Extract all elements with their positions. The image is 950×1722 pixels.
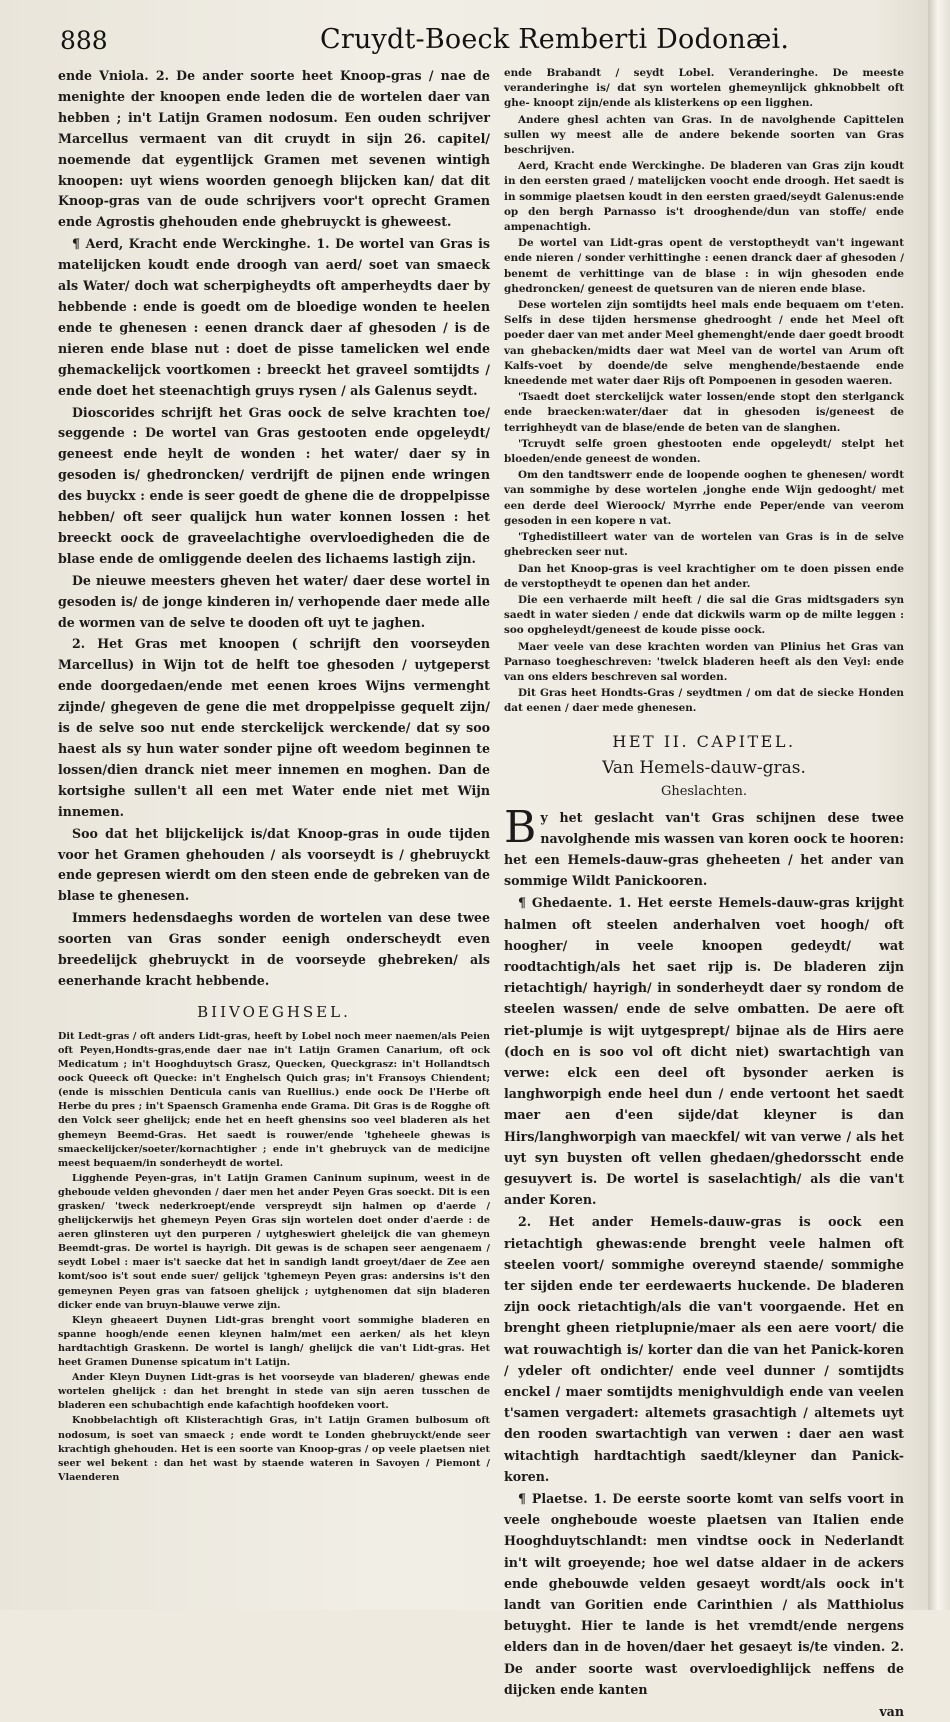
paragraph: 'Tcruydt selfe groen ghestooten ende opgeleydt/ stelpt het bloeden/ende geneest de wonden. — [504, 437, 904, 466]
paragraph: Maer veele van dese krachten worden van Plinius het Gras van Parnaso toegheschreven: 'twelck bladeren heeft als den Veyl: ende van ons elders beschreven sal worden. — [504, 640, 904, 683]
bijvoegsel-paragraph: Kleyn gheaeert Duynen Lidt-gras brenght voort sommighe bladeren en spanne hoogh/ende eenen kleynen halm/met een aerken/ als het kleyn hardtachtigh Graskenn. De wortel is langh/ ghelijck die van't Lidt-gras. Het heet Gramen Dunense spicatum in't Latijn. — [58, 1314, 490, 1369]
paragraph: Soo dat het blijckelijck is/dat Knoop-gras in oude tijden voor het Gramen ghehouden / als voorseydt is / ghebruyckt ende gepresen wierdt om den steen ende de gebreken van de blase te ghenesen. — [58, 825, 490, 904]
drop-cap: B — [504, 801, 537, 853]
paragraph: Dit Gras heet Hondts-Gras / seydtmen / om dat de siecke Honden dat eenen / daer mede ghenesen. — [504, 687, 904, 715]
paragraph: 2. Het Gras met knoopen ( schrijft den voorseyden Marcellus) in Wijn tot de helft toe ghesoden / uytgeperst ende doorgedaen/ende met eenen kroes Wijns vermenght zijnde/ ghegeven de gene die met droppelpisse gequelt zijn/ is de selve soo nut ende sterckelijck werckende/ dat sy soo haest als sy hun water sonder pijne oft weedom beginnen te lossen/dien dranck niet meer innemen en moghen. Dan de kortsighe sullen't all een met Water ende niet met Wijn innemen. — [58, 636, 490, 819]
paragraph: 'Tghedistilleert water van de wortelen van Gras is in de selve ghebrecken seer nut. — [504, 531, 904, 559]
chapter-intro-text: y het geslacht van't Gras schijnen dese twee navolghende mis wassen van koren oock te hooren: het een Hemels-dauw-gras gheheeten / het ander van sommige Wildt Panickooren. — [504, 809, 904, 889]
catchword: van — [879, 1704, 904, 1720]
paragraph: Dese wortelen zijn somtijdts heel mals ende bequaem om t'eten. Selfs in dese tijden hersmense ghedrooght / ende het Meel oft poeder daer van met ander Meel ghemenght/ende daer goedt broodt van ghebacken/midts daer wat Meel van de wortel van Arum oft Kalfs-voet by doende/de selve menghende/bestaende ende kneedende met water daer Rijs oft Pompoenen in gesoden waeren. — [504, 299, 904, 388]
bijvoegsel-paragraph: Dit Ledt-gras / oft anders Lidt-gras, heeft by Lobel noch meer naemen/als Peien oft Peyen,Hondts-gras,ende daer nae in't Latijn Gramen Canarium, oft ock Medicatum ; in't Hooghduytsch Grasz, Quecken, Queckgrasz: in't Hollandtsch oock Queeck oft Quecke: in't Enghelsch Quich gras; in't Fransoys Chiendent; (ende is misschien Denticula canis van Ruellius.) ende oock De l'Herbe oft Herbe du pres ; in't Spaensch Gramenha ende Grama. Dit Gras is de Rogghe oft den Volck seer ghelijck; ende het en heeft ghensins soo veel bladeren als het ghemeyn Beemd-Gras. Het saedt is rouwer/ende 'tgheheele ghewas is smaeckelijcker/soeter/kornachtigher ; ende in't ghebruyck van de medicijne meest bequaem/in sonderheydt de wortel. — [58, 1030, 490, 1169]
paragraph: Dan het Knoop-gras is veel krachtigher om te doen pissen ende de verstoptheydt te openen dan het ander. — [504, 562, 904, 590]
bijvoegsel-paragraph: Ligghende Peyen-gras, in't Latijn Gramen Caninum supinum, weest in de gheboude velden ghevonden / daer men het ander Peyen Gras soeckt. Dit is een grasken/ 'tweck nederkroept/ende verspreydt sijn halmen op d'aerde / ghelijckerwijs het ghemeyn Peyen Gras sijn wortelen doet onder d'aerde : de aeren glinsteren uyt den purperen / uytgheswiert gheleijck die van ghemeyn Beemdt-gras. De wortel is hayrigh. Dit gewas is de schapen seer aengenaem / seydt Lobel : maer is't saecke dat het in sandigh landt groeyt/daer de Zee aen komt/soo is't sout ende suer/ gelijck 'tghemeyn Peyen gras: andersins is't den gemeynen Peyen gras van fatsoen ghelijck ; uytghenomen dat sijn bladeren dicker ende van bruyn-blauwe verwe zijn. — [58, 1172, 490, 1311]
right-column — [504, 66, 904, 1720]
paragraph: Immers hedensdaeghs worden de wortelen van dese twee soorten van Gras sonder eenigh onderscheydt even breedelijck ghebruyckt in de voorseyde ghebreken/ als eenerhande kracht hebbende. — [58, 910, 490, 988]
paragraph: 'Tsaedt doet sterckelijck water lossen/ende stopt den sterlganck ende braecken:water/daer dat in ghesoden is/geneest de terrighheydt van de blase/ende de beten van de slanghen. — [504, 391, 904, 434]
paragraph: Die een verhaerde milt heeft / die sal die Gras midtsgaders syn saedt in water sieden / ende dat dickwils warm op de milte leggen : soo opgheleydt/geneest de koude pisse oock. — [504, 593, 904, 637]
chapter-paragraph: ¶ Ghedaente. 1. Het eerste Hemels-dauw-gras krijght halmen oft steelen anderhalven voet hoogh/ oft hoogher/ in veele knoopen gedeydt/ wat roodtachtigh/als het saet rijp is. De bladeren zijn rietachtigh/ hayrigh/ in sonderheydt daer sy rondom de steelen wassen/ ende de selve ombatten. De aere oft riet-plumje is wijt uytgesprept/ bijnae als de Hirs aere (doch en is soo vol oft dicht niet) swartachtigh van verwe: elck een deel oft bysonder aerken is langhworpigh ende heel dun / ende vertoont het saedt maer aen d'een sijde/dat kleyner is dan Hirs/langhworpigh van maeckfel/ wit van verwe / als het uyt syn buysten oft vellen ghedaen/ghedorsscht ende gesuyvert is. De wortel is saselachtigh/ als die van't ander Koren. — [504, 895, 904, 1208]
paragraph: Andere ghesl achten van Gras. In de navolghende Capittelen sullen wy meest alle de andere bekende soorten van Gras beschrijven. — [504, 113, 904, 157]
chapter-section-heading: Gheslachten. — [660, 783, 748, 799]
chapter-paragraph: ¶ Plaetse. 1. De eerste soorte komt van selfs voort in veele ongheboude woeste plaetsen van Italien ende Hooghduytschlandt: men vindtse oock in Nederlandt in't wilt groeyende; hoe wel datse aldaer in de ackers ende ghebouwde velden gesaeyt wordt/als oock in't landt van Goritien ende Carinthien / als Matthiolus betuyght. Hier te lande is het vremdt/ende nergens elders dan in de hoven/daer het gesaeyt is/te vinden. 2. De ander soorte wast overvloedighlijck neffens de dijcken ende kanten — [504, 1491, 904, 1697]
chapter-paragraph: 2. Het ander Hemels-dauw-gras is oock een rietachtigh ghewas:ende brenght veele halmen oft steelen voort/ sommighe overeynd staende/ sommighe ter sijden ende ter eerdewaerts huckende. De bladeren zijn oock rietachtigh/als die van't voorgaende. Het en brenght gheen rietplupnie/maer als een aere voort/ die wat rouwachtigh is/ korter dan die van het Panick-koren / ydeler oft ondichter/ ende veel dunner / somtijdts enckel / maer somtijdts menighvuldigh ende van veelen t'samen vergadert: altemets grasachtigh / altemets uyt den rooden swartachtigh van verwen : daer aen wast witachtigh hardtachtigh saedt/kleyner dan Panick-koren. — [504, 1214, 904, 1484]
page-header — [60, 22, 910, 66]
paragraph: De wortel van Lidt-gras opent de verstoptheydt van't ingewant ende nieren / sonder verhittinghe : eenen dranck daer af ghesoden / benemt de verhittinge van de blase : in wijn ghesoden ende ghedroncken/ geneest de quetsuren van de nieren ende blase. — [504, 237, 904, 295]
paragraph: ende Brabandt / seydt Lobel. Veranderinghe. De meeste veranderinghe is/ dat syn wortelen ghemeynlijck ghknobbelt oft ghe- knoopt zijn/ende als klisterkens op een ligghen. — [504, 67, 904, 110]
bijvoegsel-paragraph: Ander Kleyn Duynen Lidt-gras is het voorseyde van bladeren/ ghewas ende wortelen ghelijck : dan het brenght in stede van sijn aeren tusschen de bladeren een schubachtigh ende kafachtigh hoofdeken voort. — [58, 1372, 490, 1412]
page-number: 888 — [60, 26, 108, 55]
paragraph: Dioscorides schrijft het Gras oock de selve krachten toe/ seggende : De wortel van Gras gestooten ende opgeleydt/ geneest ende heylt de wonden : het water/ daer sy in gesoden is/ ghedroncken/ verdrijft de pijnen ende wringen des buyckx : ende is seer goedt de ghene die de droppelpisse hebben/ oft seer qualijck hun water konnen lossen : het breeckt oock de graveelachtighe overvloedigheden die de blase ende de omliggende deelen des lichaems lastigh zijn. — [58, 404, 490, 566]
paragraph: Om den tandtswerr ende de loopende ooghen te ghenesen/ wordt van sommighe by dese wortelen ,jonghe ende Wijn gedooght/ met een derde deel Wieroock/ Myrrhe ende Peper/ende van veerom gesoden in een kopere n vat. — [504, 469, 904, 527]
paragraph: ¶ Aerd, Kracht ende Werckinghe. 1. De wortel van Gras is matelijcken koudt ende droogh van aerd/ soet van smaeck als Water/ doch wat scherpigheydts oft amperheydts daer by hebbende : ende is goedt om de bloedige wonden te heelen ende te ghenesen : eenen dranck daer af ghesoden / is de nieren ende blase nut : doet de pisse tamelicken wel ende ghemackelijck voortkomen : breeckt het graveel somtijdts / ende doet het steenachtigh gruys rysen / als Galenus seydt. — [58, 236, 490, 398]
page-edge — [928, 0, 950, 1610]
left-column — [58, 66, 490, 1596]
paragraph: ende Vniola. 2. De ander soorte heet Knoop-gras / nae de menighte der knoopen ende leden die de wortelen daer van hebben ; in't Latijn Gramen nodosum. Een ouden schrijver Marcellus vermaent van dit cruydt in sijn 26. capitel/ noemende dat eygentlijck Gramen met sevenen wintigh knoopen: uyt wiens woorden genoegh blijcken kan/ dat dit Knoop-gras van de oude schrijvers voor't oprecht Gramen ende Agrostis ghehouden ende ghebruyckt is gheweest. — [58, 68, 490, 230]
chapter-title: HET II. CAPITEL. — [612, 731, 796, 751]
running-title: Cruydt-Boeck Remberti Dodonæi. — [320, 24, 790, 55]
chapter-subtitle: Van Hemels-dauw-gras. — [602, 757, 806, 778]
bijvoegsel-paragraph: Knobbelachtigh oft Klisterachtigh Gras, in't Latijn Gramen bulbosum oft nodosum, is soet van smaeck ; ende wordt te Londen ghebruyckt/ende seer krachtigh ghehouden. Het is een soorte van Knoop-gras / op veele plaetsen niet seer wel bekent : dan het wast by staende wateren in Savoyen / Piemont / Vlaenderen — [58, 1415, 490, 1483]
paragraph: Aerd, Kracht ende Werckinghe. De bladeren van Gras zijn koudt in den eersten graed / matelijcken voocht ende droogh. Het saedt is in sommige plaetsen koudt in den eersten graed/seydt Galenus:ende op den bergh Parnasso is't drooghende/dun van stoffe/ ende ampenachtigh. — [504, 160, 904, 234]
paragraph: De nieuwe meesters gheven het water/ daer dese wortel in gesoden is/ de jonge kinderen in/ verhopende daer mede alle de wormen van de selve te dooden oft uyt te jaghen. — [58, 572, 490, 630]
chapter-intro — [504, 801, 904, 892]
section-title: BIIVOEGHSEL. — [197, 1002, 351, 1021]
